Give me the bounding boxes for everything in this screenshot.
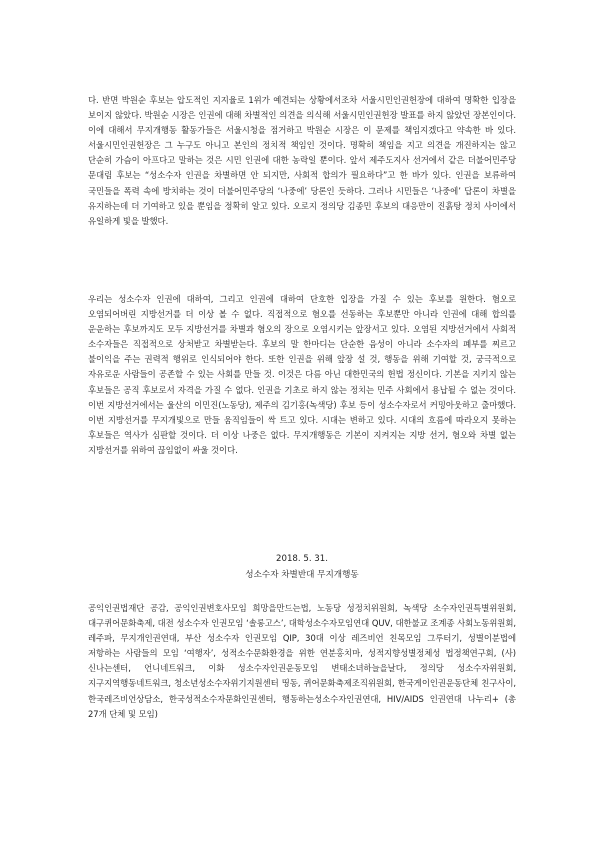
signatory-list [88, 601, 516, 722]
statement-paragraph-1 [88, 93, 516, 229]
statement-paragraph-2 [88, 292, 516, 458]
signatory-list-text: 공익인권법재단 공감, 공익인권변호사모임 희망을만드는법, 노동당 성정치위원회, 녹색당 소수자인권특별위원회, 대구퀴어문화축제, 대전 성소수자 인권모임 ‘솔롱고스’, 대학성소수자모임연대 QUV, 대한불교 조계종 사회노동위원회, 레주파, 무지개인권연대, 부산 성소수자 인권모임 QIP, 30대 이상 레즈비언 친목모임 그루터기, 성별이분법에 저항하는 사람들의 모임 ‘여행자’, 성적소수문화환경을 위한 연분홍치마, 성적지향성별정체성 법정책연구회, (사)신나는센터, 언니네트워크, 이화 성소수자인권운동모임 변태소녀하늘을날다, 정의당 성소수자위원회, 지구지역행동네트워크, 청소년성소수자위기지원센터 띵동, 퀴어문화축제조직위원회, 한국게이인권운동단체 친구사이, 한국레즈비언상담소, 한국성적소수자문화인권센터, 행동하는성소수자인권연대, HIV/AIDS 인권연대 나누리+ (총 27개 단체 및 모임) [88, 603, 516, 719]
statement-date: 2018. 5. 31. [276, 554, 328, 564]
statement-paragraph-2-text: 우리는 성소수자 인권에 대하여, 그리고 인권에 대하여 단호한 입장을 가질 수 있는 후보를 원한다. 혐오로 오염되어버린 지방선거를 더 이상 볼 수 없다. 직접적으로 혐오를 선동하는 후보뿐만 아니라 인권에 대해 합의를 운운하는 후보까지도 모두 지방선거를 차별과 혐오의 장으로 오염시키는 앞장서고 있다. 오염된 지방선거에서 사회적 소수자들은 직접적으로 상처받고 차별받는다. 후보의 말 한마디는 단순한 음성이 아니라 소수자의 폐부를 찌르고 불이익을 주는 권력적 행위로 인식되어야 한다. 또한 인권을 위해 앞장 설 것, 행동을 위해 기여할 것, 궁극적으로 자유로운 사람들이 공존할 수 있는 사회를 만들 것. 이것은 다름 아닌 대한민국의 헌법 정신이다. 기본을 지키지 않는 후보들은 공직 후보로서 자격을 가질 수 없다. 인권을 기초로 하지 않는 정치는 민주 사회에서 용납될 수 없는 것이다. 이번 지방선거에서는 울산의 이민진(노동당), 제주의 김기홍(녹색당) 후보 등이 성소수자로서 커밍아웃하고 출마했다. 이번 지방선거를 무지개빛으로 만들 움직임들이 싹 트고 있다. 시대는 변하고 있다. 시대의 흐름에 따라오지 못하는 후보들은 역사가 심판할 것이다. 더 이상 나중은 없다. 무지개행동은 기본이 지켜지는 지방 선거, 혐오와 차별 없는 지방선거를 위하여 끊임없이 싸울 것이다. [88, 294, 516, 455]
issuing-organization: 성소수자 차별반대 무지개행동 [245, 570, 359, 580]
statement-paragraph-1-text: 다. 반면 박원순 후보는 압도적인 지지율로 1위가 예견되는 상황에서조차 서울시민인권헌장에 대하여 명확한 입장을 보이지 않았다. 박원순 시장은 인권에 대해 차별적인 의견을 의식해 서울시민인권헌장 발표를 하지 않았던 장본인이다. 이에 대해서 무지개행동 활동가들은 서울시청을 점거하고 박원순 시장은 이 문제를 책임지겠다고 약속한 바 있다. 서울시민인권헌장은 그 누구도 아니고 본인의 정치적 책임인 것이다. 명확히 책임을 지고 의견을 개진하지는 않고 단순히 가슴이 아프다고 말하는 것은 시민 인권에 대한 농락일 뿐이다. 앞서 제주도지사 선거에서 같은 더불어민주당 문대림 후보는 “성소수자 인권을 차별하면 안 되지만, 사회적 합의가 필요하다”고 한 바가 있다. 인권을 보류하여 국민들을 폭력 속에 방치하는 것이 더불어민주당의 ‘나중에’ 당론인 듯하다. 그러나 시민들은 ‘나중에’ 답론이 차별을 유지하는데 더 기여하고 있을 뿐임을 정확히 알고 있다. 오로지 정의당 김종민 후보의 대응만이 진흙탕 정치 사이에서 유일하게 빛을 발했다. [88, 95, 516, 226]
